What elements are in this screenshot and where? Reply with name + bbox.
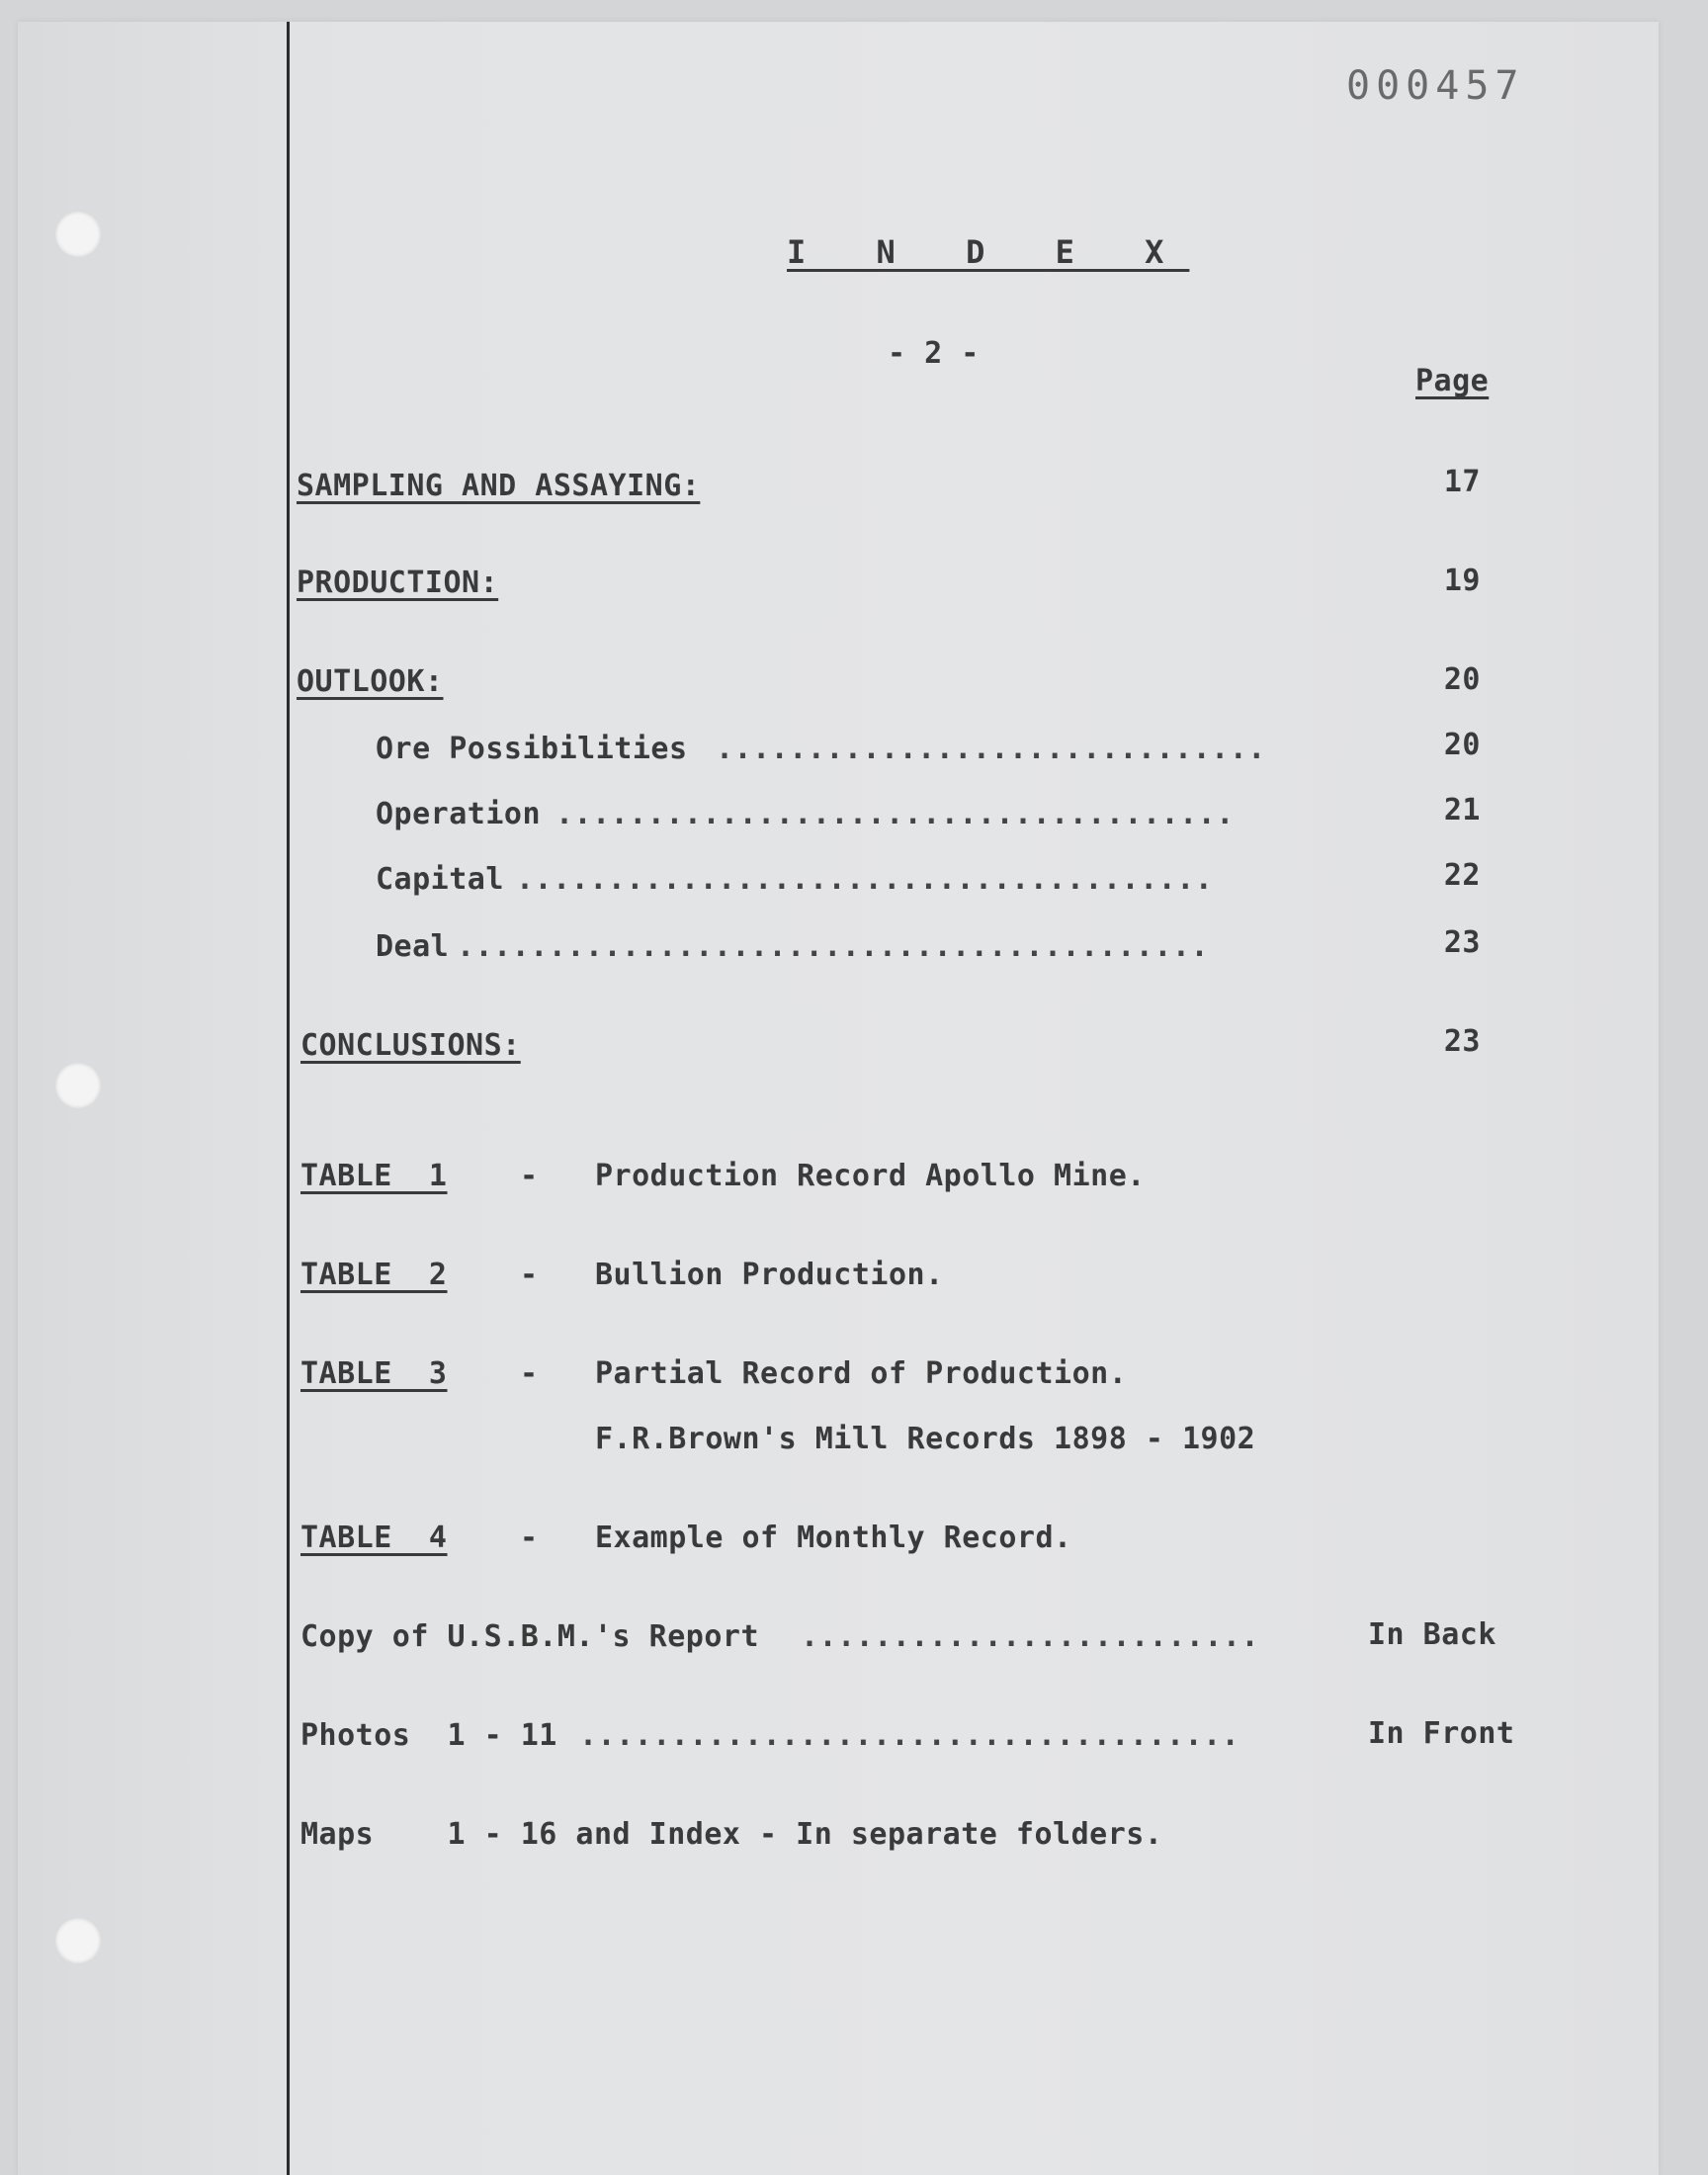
table-1-description: Production Record Apollo Mine. [595, 1159, 1146, 1193]
dot-leader: .............................. [716, 732, 1266, 766]
index-title: I N D E X [787, 233, 1190, 271]
punch-hole [55, 1918, 101, 1963]
extra-location: In Front [1368, 1716, 1515, 1751]
table-3-description-line2: F.R.Brown's Mill Records 1898 - 1902 [595, 1422, 1256, 1456]
table-4-label: TABLE 4 [300, 1521, 448, 1555]
table-dash: - [520, 1356, 539, 1391]
sub-entry-page: 21 [1443, 793, 1481, 827]
table-dash: - [520, 1521, 539, 1555]
entry-page: 20 [1443, 662, 1481, 697]
dot-leader: ..................................... [555, 797, 1235, 831]
sub-entry-page: 23 [1443, 925, 1481, 960]
sub-entry-operation: Operation [376, 797, 542, 831]
document-page [18, 22, 1659, 2175]
margin-rule [287, 22, 290, 2175]
table-dash: - [520, 1159, 539, 1193]
table-3-label: TABLE 3 [300, 1356, 448, 1391]
sub-entry-ore-possibilities: Ore Possibilities [376, 732, 688, 766]
extra-usbm-report: Copy of U.S.B.M.'s Report [300, 1619, 760, 1654]
page-number: - 2 - [888, 336, 980, 371]
page-column-header: Page [1415, 364, 1490, 398]
dot-leader: ...................................... [516, 862, 1214, 897]
dot-leader: ......................................... [457, 929, 1210, 964]
table-dash: - [520, 1258, 539, 1292]
table-3-description: Partial Record of Production. [595, 1356, 1128, 1391]
entry-page: 17 [1443, 465, 1481, 499]
table-1-label: TABLE 1 [300, 1159, 448, 1193]
table-2-label: TABLE 2 [300, 1258, 448, 1292]
entry-sampling-assaying: SAMPLING AND ASSAYING: [297, 469, 701, 503]
sub-entry-page: 22 [1443, 858, 1481, 893]
table-4-description: Example of Monthly Record. [595, 1521, 1072, 1555]
sub-entry-page: 20 [1443, 728, 1481, 762]
dot-leader: .................................... [579, 1718, 1240, 1753]
dot-leader: ......................... [801, 1619, 1260, 1654]
entry-page: 23 [1443, 1024, 1481, 1059]
entry-page: 19 [1443, 564, 1481, 598]
entry-production: PRODUCTION: [297, 566, 499, 600]
extra-photos: Photos 1 - 11 [300, 1718, 557, 1753]
extra-location: In Back [1368, 1617, 1496, 1652]
punch-hole [55, 212, 101, 257]
entry-conclusions: CONCLUSIONS: [300, 1028, 521, 1063]
sub-entry-capital: Capital [376, 862, 504, 897]
document-stamp-number: 000457 [1346, 63, 1525, 109]
punch-hole [55, 1063, 101, 1108]
entry-outlook: OUTLOOK: [297, 664, 444, 699]
maps-line: Maps 1 - 16 and Index - In separate folders. [300, 1817, 1163, 1852]
table-2-description: Bullion Production. [595, 1258, 944, 1292]
sub-entry-deal: Deal [376, 929, 450, 964]
